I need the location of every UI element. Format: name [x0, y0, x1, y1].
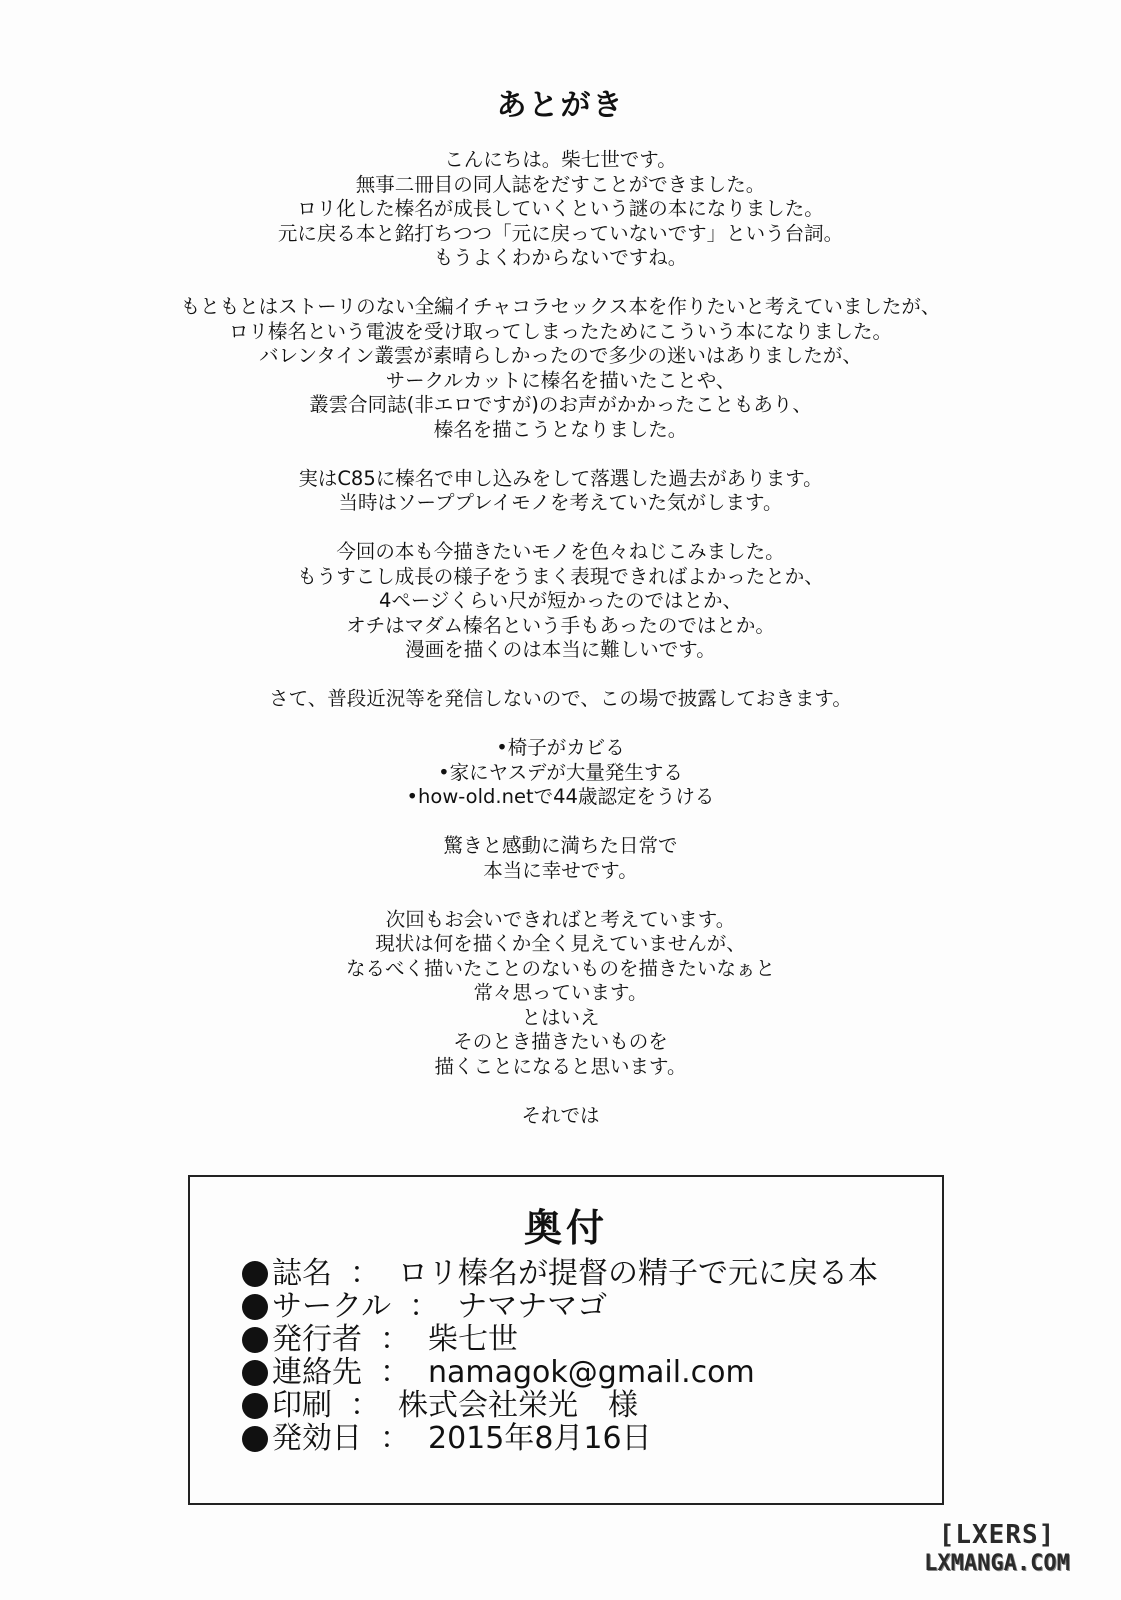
afterword-line: 4ページくらい尺が短かったのではとか、: [378, 589, 743, 612]
colophon-label: 誌名: [272, 1256, 332, 1291]
afterword-paragraph: [60, 1104, 1061, 1129]
colophon-separator: ：: [380, 1322, 410, 1357]
afterword-line: 今回の本も今描きたいモノを色々ねじこみました。: [336, 540, 785, 563]
afterword-line: なるべく描いたことのないものを描きたいなぁと: [345, 956, 775, 980]
afterword-line: 驚きと感動に満ちた日常で: [443, 834, 678, 857]
afterword-title: あとがき: [496, 88, 625, 123]
afterword-line: さて、普段近況等を発信しないので、この場で披露しておきます。: [269, 687, 852, 710]
colophon-value: 2015年8月16日: [428, 1421, 652, 1456]
afterword-paragraph: [60, 148, 1061, 271]
colophon-separator: ：: [380, 1421, 410, 1456]
afterword-paragraph: [60, 540, 1061, 663]
afterword-line: 当時はソーププレイモノを考えていた気がします。: [338, 491, 783, 514]
afterword-line: •how-old.netで44歳認定をうける: [406, 785, 715, 808]
bullet-icon: [242, 1393, 268, 1419]
afterword-paragraph: [60, 736, 1061, 810]
afterword-line: それでは: [521, 1103, 600, 1127]
afterword-line: 榛名を描こうとなりました。: [433, 417, 688, 441]
afterword-line: 現状は何を描くか全く見えていませんが、: [375, 932, 746, 955]
colophon-item: [242, 1290, 922, 1323]
afterword-line: もうすこし成長の様子をうまく表現できればよかったとか、: [297, 564, 824, 588]
colophon-value: ナマナマゴ: [457, 1289, 608, 1324]
afterword-line: そのとき描きたいものを: [453, 1030, 668, 1053]
watermark-top: [LXERS]: [938, 1520, 1056, 1550]
colophon-label: 連絡先: [272, 1355, 362, 1390]
afterword-paragraph: [60, 467, 1061, 516]
afterword-line: 元に戻る本と銘打ちつつ「元に戻っていないです」という台詞。: [277, 221, 844, 245]
colophon-label: 発効日: [272, 1421, 362, 1456]
afterword-line: とはいえ: [521, 1005, 600, 1029]
colophon-item: [242, 1323, 922, 1356]
colophon-box: [188, 1175, 944, 1505]
colophon-separator: ：: [409, 1289, 440, 1324]
afterword-paragraph: [60, 687, 1061, 712]
afterword-line: こんにちは。柴七世です。: [444, 148, 677, 171]
colophon-title: 奥付: [523, 1206, 608, 1250]
afterword-line: 実はC85に榛名で申し込みをして落選した過去があります。: [298, 466, 823, 490]
colophon-item: [242, 1422, 922, 1455]
colophon-separator: ：: [350, 1388, 380, 1423]
afterword-line: 描くことになると思います。: [434, 1054, 687, 1078]
bullet-icon: [242, 1360, 268, 1386]
afterword-body: [60, 148, 1061, 1153]
bullet-icon: [242, 1426, 268, 1452]
colophon-value: ロリ榛名が提督の精子で元に戻る本: [398, 1256, 878, 1291]
colophon-list: [242, 1257, 922, 1455]
afterword-line: 本当に幸せです。: [483, 858, 638, 882]
afterword-line: ロリ榛名という電波を受け取ってしまったためにこういう本になりました。: [228, 319, 892, 343]
afterword-line: もうよくわからないですね。: [433, 246, 688, 269]
afterword-line: 次回もお会いできればと考えています。: [385, 907, 736, 931]
colophon-item: [242, 1389, 922, 1422]
afterword-line: もともとはストーリのない全編イチャコラセックス本を作りたいと考えていましたが、: [180, 295, 941, 318]
afterword-line: ロリ化した榛名が成長していくという謎の本になりました。: [297, 197, 824, 220]
bullet-icon: [242, 1261, 268, 1287]
afterword-line: 常々思っています。: [473, 981, 648, 1004]
afterword-line: 無事二冊目の同人誌をだすことができました。: [355, 172, 766, 196]
afterword-line: •椅子がカビる: [496, 736, 625, 759]
colophon-label: サークル: [272, 1289, 392, 1324]
watermark: [909, 1520, 1085, 1578]
colophon-separator: ：: [380, 1355, 410, 1390]
colophon-item: [242, 1356, 922, 1389]
afterword-line: バレンタイン叢雲が素晴らしかったので多少の迷いはありましたが、: [259, 344, 862, 367]
colophon-separator: ：: [350, 1256, 380, 1291]
colophon-value: 株式会社栄光 様: [398, 1388, 638, 1423]
colophon-item: [242, 1257, 922, 1290]
afterword-line: オチはマダム榛名という手もあったのではとか。: [346, 613, 775, 637]
afterword-paragraph: [60, 834, 1061, 883]
colophon-value: 柴七世: [428, 1322, 518, 1357]
colophon-label: 発行者: [272, 1322, 362, 1357]
bullet-icon: [242, 1327, 268, 1353]
colophon-label: 印刷: [272, 1388, 332, 1423]
afterword-paragraph: [60, 908, 1061, 1080]
watermark-bottom: LXMANGA.COM: [924, 1551, 1070, 1576]
afterword-line: サークルカットに榛名を描いたことや、: [385, 368, 736, 392]
afterword-line: 叢雲合同誌(非エロですが)のお声がかかったこともあり、: [309, 393, 812, 416]
bullet-icon: [242, 1294, 268, 1320]
afterword-paragraph: [60, 295, 1061, 442]
colophon-value: namagok@gmail.com: [428, 1355, 755, 1390]
afterword-line: 漫画を描くのは本当に難しいです。: [405, 638, 716, 661]
afterword-line: •家にヤスデが大量発生する: [438, 760, 683, 784]
